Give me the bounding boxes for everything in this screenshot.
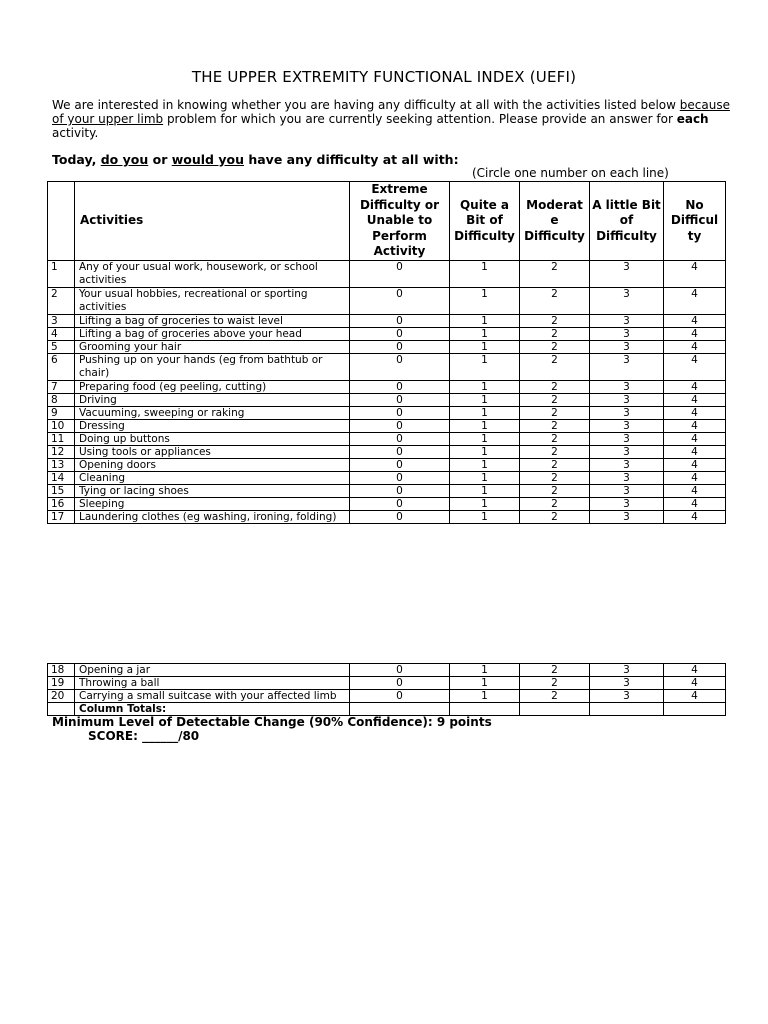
question-underlined-1: do you: [100, 152, 149, 167]
table-row: [48, 484, 726, 497]
column-totals-label: Column Totals:: [75, 703, 350, 716]
row-number: 10: [48, 419, 75, 432]
score-option-2[interactable]: 2: [520, 419, 590, 432]
table-row: [48, 445, 726, 458]
score-option-2[interactable]: 2: [520, 287, 590, 314]
table-row: [48, 690, 726, 703]
score-option-4[interactable]: 4: [664, 690, 726, 703]
score-option-0[interactable]: 0: [350, 406, 450, 419]
activities-table-continued: [47, 663, 726, 716]
score-option-3[interactable]: 3: [590, 445, 664, 458]
score-option-4[interactable]: 4: [664, 340, 726, 353]
score-option-3[interactable]: 3: [590, 406, 664, 419]
score-option-0[interactable]: 0: [350, 340, 450, 353]
activity-label: Laundering clothes (eg washing, ironing, folding): [75, 510, 350, 523]
total-cell-3[interactable]: [590, 703, 664, 716]
score-option-3[interactable]: 3: [590, 510, 664, 523]
score-option-4[interactable]: 4: [664, 664, 726, 677]
row-number: 19: [48, 677, 75, 690]
activity-label: Your usual hobbies, recreational or sporting activities: [75, 287, 350, 314]
table-row: [48, 327, 726, 340]
score-option-0[interactable]: 0: [350, 432, 450, 445]
table-row: [48, 432, 726, 445]
row-number: 20: [48, 690, 75, 703]
intro-text-2: problem for which you are currently seeking attention. Please provide an answer for: [163, 112, 677, 126]
intro-bold-text: each: [676, 112, 709, 126]
score-option-0[interactable]: 0: [350, 484, 450, 497]
header-no-difficulty: No Difficul ty: [664, 182, 726, 261]
totals-number-cell: [48, 703, 75, 716]
activity-label: Driving: [75, 393, 350, 406]
activity-label: Grooming your hair: [75, 340, 350, 353]
total-cell-2[interactable]: [520, 703, 590, 716]
table-row: [48, 497, 726, 510]
score-option-4[interactable]: 4: [664, 497, 726, 510]
score-option-3[interactable]: 3: [590, 314, 664, 327]
score-option-4[interactable]: 4: [664, 260, 726, 287]
score-option-2[interactable]: 2: [520, 510, 590, 523]
score-option-0[interactable]: 0: [350, 353, 450, 380]
activity-label: Opening a jar: [75, 664, 350, 677]
score-option-3[interactable]: 3: [590, 497, 664, 510]
score-option-1[interactable]: 1: [450, 406, 520, 419]
score-option-3[interactable]: 3: [590, 287, 664, 314]
score-option-2[interactable]: 2: [520, 484, 590, 497]
score-option-1[interactable]: 1: [450, 497, 520, 510]
score-option-1[interactable]: 1: [450, 287, 520, 314]
score-option-3[interactable]: 3: [590, 690, 664, 703]
table-row: [48, 380, 726, 393]
intro-text-3: activity.: [52, 126, 99, 140]
score-option-4[interactable]: 4: [664, 419, 726, 432]
score-option-1[interactable]: 1: [450, 393, 520, 406]
activity-label: Throwing a ball: [75, 677, 350, 690]
score-option-4[interactable]: 4: [664, 484, 726, 497]
intro-underlined-text: because of your upper limb: [52, 98, 730, 126]
score-option-2[interactable]: 2: [520, 471, 590, 484]
table-row: [48, 664, 726, 677]
total-cell-0[interactable]: [350, 703, 450, 716]
score-option-1[interactable]: 1: [450, 484, 520, 497]
score-option-0[interactable]: 0: [350, 380, 450, 393]
table-row: [48, 393, 726, 406]
row-number: 9: [48, 406, 75, 419]
header-number: [48, 182, 75, 261]
score-option-4[interactable]: 4: [664, 432, 726, 445]
activity-label: Pushing up on your hands (eg from bathtub or chair): [75, 353, 350, 380]
table-row: [48, 677, 726, 690]
activity-label: Preparing food (eg peeling, cutting): [75, 380, 350, 393]
score-option-4[interactable]: 4: [664, 353, 726, 380]
score-option-0[interactable]: 0: [350, 314, 450, 327]
score-option-0[interactable]: 0: [350, 393, 450, 406]
score-option-2[interactable]: 2: [520, 340, 590, 353]
activity-label: Vacuuming, sweeping or raking: [75, 406, 350, 419]
header-activities: Activities: [75, 182, 350, 261]
header-extreme-difficulty: Extreme Difficulty or Unable to Perform Activity: [350, 182, 450, 261]
score-option-2[interactable]: 2: [520, 406, 590, 419]
question-text-2: or: [148, 152, 172, 167]
score-option-2[interactable]: 2: [520, 353, 590, 380]
score-option-4[interactable]: 4: [664, 287, 726, 314]
table-row: [48, 510, 726, 523]
score-option-4[interactable]: 4: [664, 380, 726, 393]
score-option-1[interactable]: 1: [450, 314, 520, 327]
activity-label: Lifting a bag of groceries above your head: [75, 327, 350, 340]
header-a-little-bit: A little Bit of Difficulty: [590, 182, 664, 261]
table-row: [48, 260, 726, 287]
row-number: 14: [48, 471, 75, 484]
intro-paragraph: [52, 98, 732, 140]
activity-label: Opening doors: [75, 458, 350, 471]
score-option-0[interactable]: 0: [350, 471, 450, 484]
row-number: 15: [48, 484, 75, 497]
score-option-2[interactable]: 2: [520, 497, 590, 510]
activity-label: Doing up buttons: [75, 432, 350, 445]
score-option-2[interactable]: 2: [520, 327, 590, 340]
row-number: 17: [48, 510, 75, 523]
score-option-0[interactable]: 0: [350, 419, 450, 432]
score-option-1[interactable]: 1: [450, 690, 520, 703]
score-option-1[interactable]: 1: [450, 664, 520, 677]
table-row: [48, 287, 726, 314]
total-cell-4[interactable]: [664, 703, 726, 716]
activity-label: Cleaning: [75, 471, 350, 484]
score-option-1[interactable]: 1: [450, 445, 520, 458]
table-row: [48, 353, 726, 380]
score-option-0[interactable]: 0: [350, 260, 450, 287]
row-number: 5: [48, 340, 75, 353]
score-option-4[interactable]: 4: [664, 458, 726, 471]
table-row: [48, 471, 726, 484]
score-option-2[interactable]: 2: [520, 664, 590, 677]
score-option-1[interactable]: 1: [450, 677, 520, 690]
score-option-2[interactable]: 2: [520, 445, 590, 458]
activity-label: Using tools or appliances: [75, 445, 350, 458]
column-totals-row: [48, 703, 726, 716]
score-option-4[interactable]: 4: [664, 314, 726, 327]
question-underlined-2: would you: [171, 152, 244, 167]
score-option-1[interactable]: 1: [450, 340, 520, 353]
page-title: THE UPPER EXTREMITY FUNCTIONAL INDEX (UEFI): [191, 68, 577, 86]
row-number: 8: [48, 393, 75, 406]
minimum-detectable-change: Minimum Level of Detectable Change (90% Confidence): 9 points: [52, 715, 492, 729]
score-option-1[interactable]: 1: [450, 380, 520, 393]
score-option-3[interactable]: 3: [590, 260, 664, 287]
row-number: 18: [48, 664, 75, 677]
score-option-2[interactable]: 2: [520, 380, 590, 393]
score-option-2[interactable]: 2: [520, 432, 590, 445]
row-number: 13: [48, 458, 75, 471]
score-option-0[interactable]: 0: [350, 664, 450, 677]
score-option-4[interactable]: 4: [664, 393, 726, 406]
row-number: 4: [48, 327, 75, 340]
score-option-4[interactable]: 4: [664, 677, 726, 690]
score-option-3[interactable]: 3: [590, 471, 664, 484]
score-option-4[interactable]: 4: [664, 406, 726, 419]
score-option-2[interactable]: 2: [520, 677, 590, 690]
score-option-1[interactable]: 1: [450, 353, 520, 380]
intro-text-1: We are interested in knowing whether you are having any difficulty at all with the activities listed below: [52, 98, 680, 112]
score-option-3[interactable]: 3: [590, 484, 664, 497]
row-number: 12: [48, 445, 75, 458]
score-option-3[interactable]: 3: [590, 327, 664, 340]
score-option-0[interactable]: 0: [350, 445, 450, 458]
score-option-3[interactable]: 3: [590, 664, 664, 677]
score-option-2[interactable]: 2: [520, 458, 590, 471]
score-option-2[interactable]: 2: [520, 314, 590, 327]
table-row: [48, 340, 726, 353]
score-option-0[interactable]: 0: [350, 327, 450, 340]
score-option-2[interactable]: 2: [520, 260, 590, 287]
score-option-4[interactable]: 4: [664, 445, 726, 458]
score-option-0[interactable]: 0: [350, 497, 450, 510]
total-cell-1[interactable]: [450, 703, 520, 716]
score-option-3[interactable]: 3: [590, 419, 664, 432]
score-option-1[interactable]: 1: [450, 260, 520, 287]
row-number: 2: [48, 287, 75, 314]
score-option-3[interactable]: 3: [590, 393, 664, 406]
row-number: 3: [48, 314, 75, 327]
activity-label: Lifting a bag of groceries to waist level: [75, 314, 350, 327]
table-row: [48, 406, 726, 419]
activity-label: Sleeping: [75, 497, 350, 510]
instruction-note: (Circle one number on each line): [472, 166, 669, 180]
score-option-1[interactable]: 1: [450, 510, 520, 523]
row-number: 6: [48, 353, 75, 380]
score-option-3[interactable]: 3: [590, 340, 664, 353]
score-option-3[interactable]: 3: [590, 380, 664, 393]
activity-label: Tying or lacing shoes: [75, 484, 350, 497]
score-option-4[interactable]: 4: [664, 471, 726, 484]
score-option-1[interactable]: 1: [450, 458, 520, 471]
score-option-3[interactable]: 3: [590, 353, 664, 380]
row-number: 7: [48, 380, 75, 393]
row-number: 16: [48, 497, 75, 510]
table-row: [48, 458, 726, 471]
score-option-4[interactable]: 4: [664, 327, 726, 340]
activities-table: [47, 181, 726, 524]
score-line: SCORE: ______/80: [88, 729, 200, 743]
score-option-0[interactable]: 0: [350, 690, 450, 703]
question-heading: [52, 152, 459, 167]
header-moderate: Moderat e Difficulty: [520, 182, 590, 261]
score-option-0[interactable]: 0: [350, 287, 450, 314]
score-option-4[interactable]: 4: [664, 510, 726, 523]
row-number: 1: [48, 260, 75, 287]
score-option-2[interactable]: 2: [520, 690, 590, 703]
score-option-3[interactable]: 3: [590, 458, 664, 471]
table-row: [48, 314, 726, 327]
score-option-0[interactable]: 0: [350, 458, 450, 471]
table-row: [48, 419, 726, 432]
row-number: 11: [48, 432, 75, 445]
activity-label: Carrying a small suitcase with your affected limb: [75, 690, 350, 703]
question-text-3: have any difficulty at all with:: [244, 152, 459, 167]
score-option-1[interactable]: 1: [450, 471, 520, 484]
score-option-0[interactable]: 0: [350, 510, 450, 523]
score-option-1[interactable]: 1: [450, 432, 520, 445]
header-quite-a-bit: Quite a Bit of Difficulty: [450, 182, 520, 261]
score-option-3[interactable]: 3: [590, 432, 664, 445]
score-option-1[interactable]: 1: [450, 327, 520, 340]
score-option-3[interactable]: 3: [590, 677, 664, 690]
score-option-1[interactable]: 1: [450, 419, 520, 432]
activity-label: Dressing: [75, 419, 350, 432]
score-option-2[interactable]: 2: [520, 393, 590, 406]
score-option-0[interactable]: 0: [350, 677, 450, 690]
question-text-1: Today,: [52, 152, 101, 167]
activity-label: Any of your usual work, housework, or school activities: [75, 260, 350, 287]
